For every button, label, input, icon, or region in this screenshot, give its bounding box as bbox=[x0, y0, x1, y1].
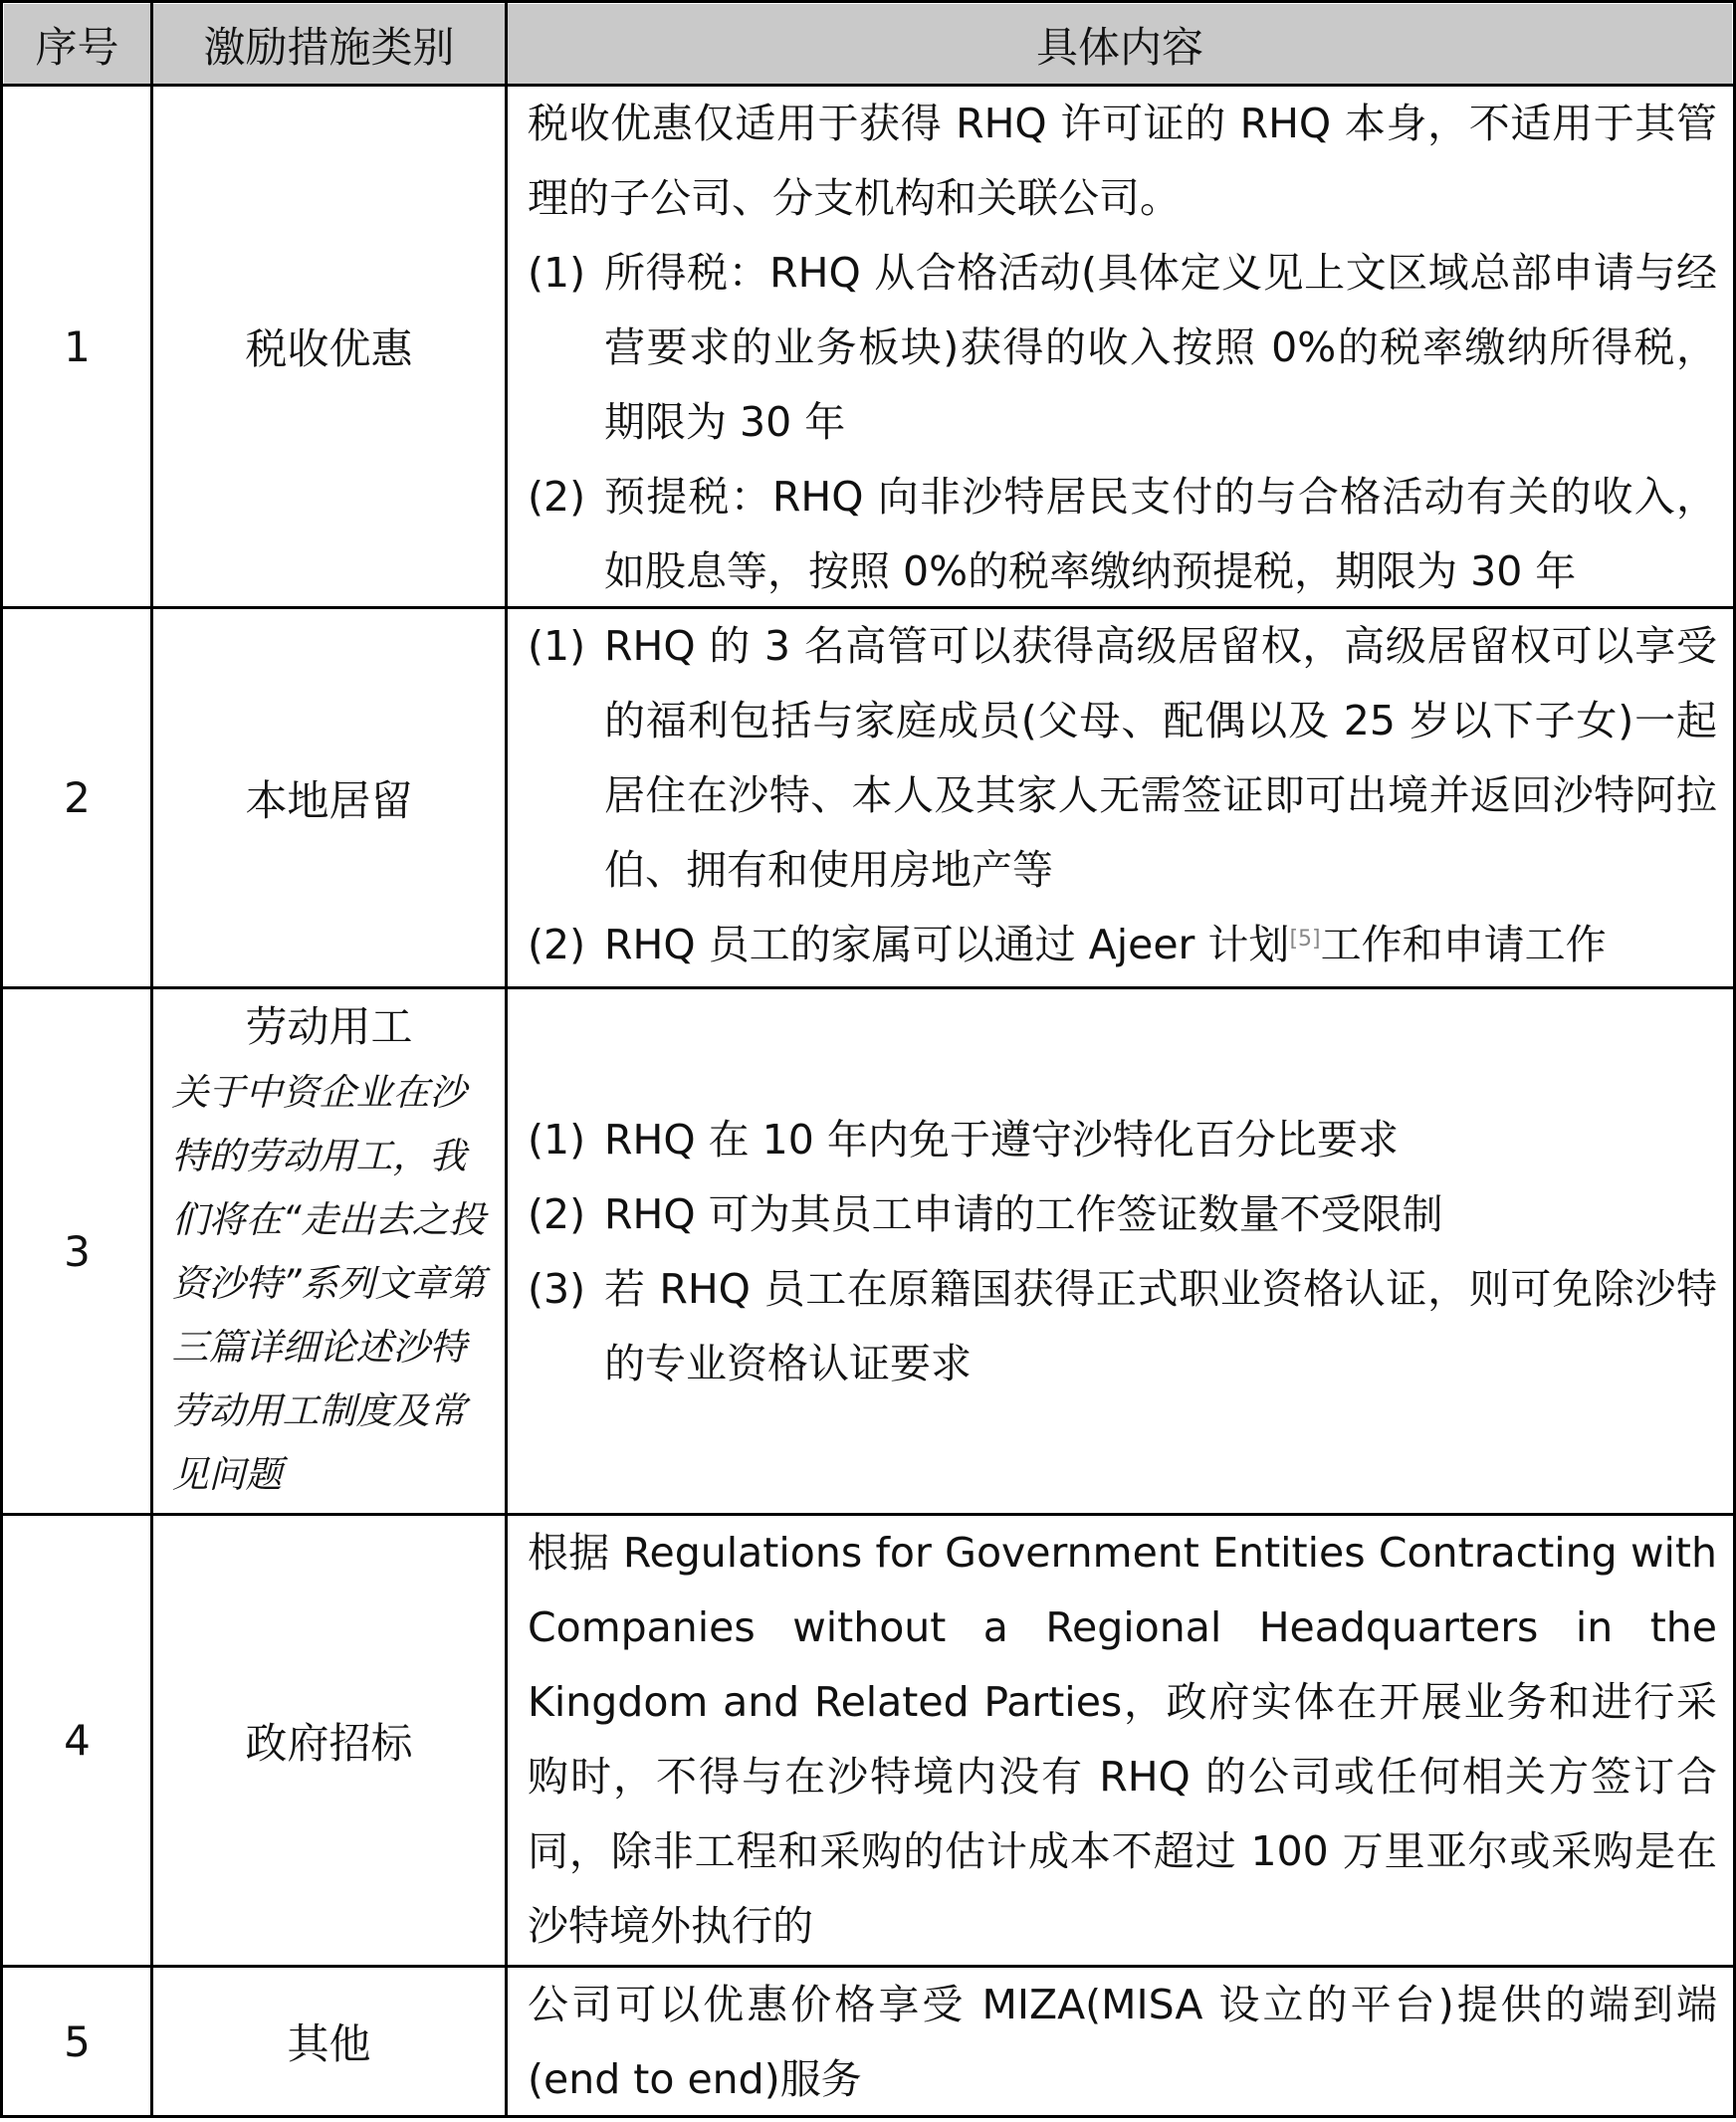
header-content: 具体内容 bbox=[1035, 23, 1203, 72]
row-2-content bbox=[528, 609, 1717, 982]
list-item bbox=[528, 1252, 1717, 1401]
header-category: 激励措施类别 bbox=[203, 23, 455, 72]
list-item-text: RHQ 的 3 名高管可以获得高级居留权，高级居留权可以享受的福利包括与家庭成员(父母、配偶以及 25 岁以下子女)一起居住在沙特、本人及其家人无需签证即可出境并返回沙特阿拉伯、拥有和使用房地产等 bbox=[604, 622, 1717, 894]
header-seq: 序号 bbox=[35, 23, 119, 72]
list-item bbox=[528, 236, 1717, 460]
list-item-text: 所得税：RHQ 从合格活动(具体定义见上文区域总部申请与经营要求的业务板块)获得的收入按照 0%的税率缴纳所得税，期限为 30 年 bbox=[604, 249, 1717, 446]
row-3-number: 3 bbox=[64, 1226, 91, 1276]
list-item-number: (1) bbox=[528, 249, 586, 297]
row-3-category-cell bbox=[153, 989, 505, 1513]
list-item bbox=[528, 1103, 1717, 1177]
list-item-text-part: 工作和申请工作 bbox=[1320, 921, 1607, 968]
list-item bbox=[528, 609, 1717, 908]
row-1-content bbox=[528, 87, 1717, 609]
list-item-text-part: RHQ 员工的家属可以通过 Ajeer 计划 bbox=[604, 921, 1290, 968]
row-3-category: 劳动用工 bbox=[245, 1002, 413, 1051]
row-1-intro: 税收优惠仅适用于获得 RHQ 许可证的 RHQ 本身，不适用于其管理的子公司、分支机构和关联公司。 bbox=[528, 100, 1717, 222]
row-3-content bbox=[528, 1103, 1717, 1401]
row-3-note: 关于中资企业在沙特的劳动用工，我们将在“走出去之投资沙特”系列文章第三篇详细论述沙特劳动用工制度及常见问题 bbox=[171, 1071, 486, 1496]
list-item-number: (1) bbox=[528, 1116, 586, 1164]
row-5-content bbox=[528, 1968, 1717, 2117]
list-item bbox=[528, 908, 1717, 982]
column-divider bbox=[505, 0, 508, 2118]
row-5-text: 公司可以优惠价格享受 MIZA(MISA 设立的平台)提供的端到端(end to end)服务 bbox=[528, 1981, 1717, 2103]
row-1-number: 1 bbox=[64, 321, 91, 371]
row-5-number: 5 bbox=[64, 2016, 91, 2066]
table-border-top bbox=[0, 0, 1736, 3]
list-item-number: (2) bbox=[528, 473, 586, 521]
row-4-content bbox=[528, 1516, 1717, 1964]
row-4-category: 政府招标 bbox=[245, 1718, 413, 1768]
list-item-number: (2) bbox=[528, 921, 586, 968]
row-2-number: 2 bbox=[64, 773, 91, 822]
list-item-text: 若 RHQ 员工在原籍国获得正式职业资格认证，则可免除沙特的专业资格认证要求 bbox=[604, 1265, 1717, 1387]
list-item-number: (1) bbox=[528, 622, 586, 670]
list-item bbox=[528, 1177, 1717, 1252]
list-item-text: 预提税：RHQ 向非沙特居民支付的与合格活动有关的收入，如股息等，按照 0%的税率缴纳预提税，期限为 30 年 bbox=[604, 473, 1717, 595]
list-item-text: RHQ 可为其员工申请的工作签证数量不受限制 bbox=[604, 1190, 1443, 1238]
row-2-category: 本地居留 bbox=[245, 775, 413, 825]
row-4-number: 4 bbox=[64, 1716, 91, 1765]
row-5-category: 其他 bbox=[287, 2019, 371, 2068]
list-item bbox=[528, 460, 1717, 609]
list-item-number: (3) bbox=[528, 1265, 586, 1313]
row-1-category: 税收优惠 bbox=[245, 324, 413, 373]
list-item-text: RHQ 在 10 年内免于遵守沙特化百分比要求 bbox=[604, 1116, 1399, 1164]
footnote-ref[interactable]: [5] bbox=[1289, 927, 1321, 952]
row-4-text: 根据 Regulations for Government Entities Contracting with Companies without a Regional Headquarters in the Kingdom and Related Parties，政府实体在开展业务和进行采购时，不得与在沙特境内没有 RHQ 的公司或任何相关方签订合同，除非工程和采购的估计成本不超过 100 万里亚尔或采购是在沙特境外执行的 bbox=[528, 1529, 1717, 1950]
list-item-number: (2) bbox=[528, 1190, 586, 1238]
column-divider bbox=[0, 0, 3, 2118]
list-item-text bbox=[604, 908, 1717, 982]
